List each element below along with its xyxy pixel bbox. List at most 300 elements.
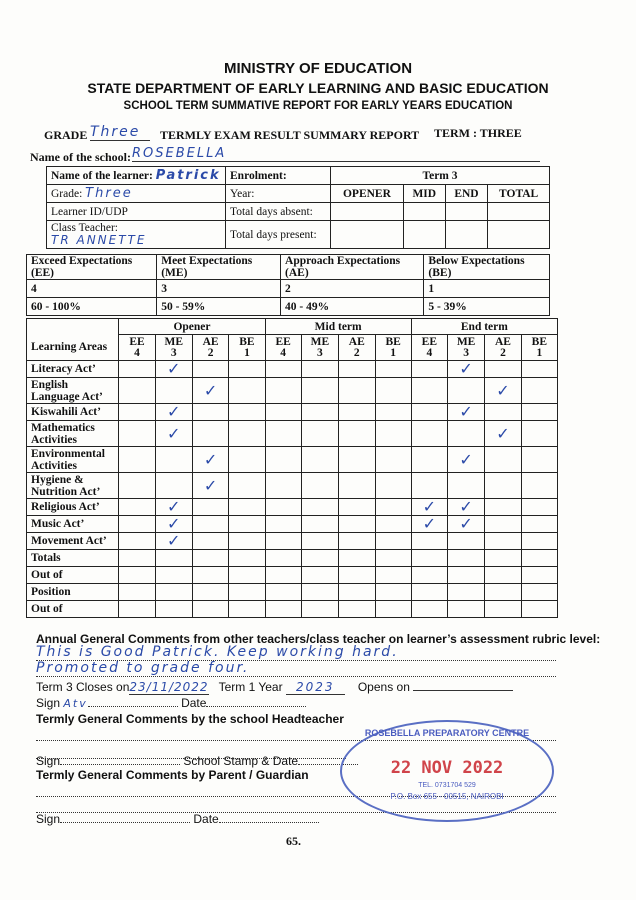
column-number: 3 — [317, 346, 323, 359]
rubric-cell — [411, 550, 447, 567]
rubric-cell — [339, 421, 375, 447]
learning-area-label: Environmental Activities — [27, 447, 119, 473]
rubric-cell — [339, 473, 375, 499]
column-number: 1 — [244, 346, 250, 359]
learner-name-value: Patrick — [155, 168, 221, 183]
rubric-cell — [521, 447, 557, 473]
table-row — [27, 567, 558, 584]
annual-comment-line1: This is Good Patrick. Keep working hard. — [36, 644, 556, 661]
rubric-cell — [301, 447, 338, 473]
mid-header: MID — [403, 185, 445, 203]
learning-area-label: English Language Act’ — [27, 378, 119, 404]
rubric-cell — [411, 516, 447, 533]
me-label: Meet Expectations (ME) — [157, 255, 281, 280]
date-label-3: Date — [193, 812, 219, 826]
enrolment-label: Enrolment: — [226, 167, 331, 185]
rubric-cell — [339, 584, 375, 601]
table-row — [27, 361, 558, 378]
rubric-cell — [192, 499, 228, 516]
total-header: TOTAL — [488, 185, 550, 203]
rubric-cell — [375, 361, 411, 378]
class-teacher-value: TR ANNETTE — [51, 233, 147, 247]
table-row — [27, 421, 558, 447]
rubric-cell — [485, 447, 521, 473]
rubric-cell — [229, 421, 265, 447]
sign-date-line3 — [36, 812, 319, 826]
school-stamp — [340, 720, 554, 822]
stamp-box: P.O. Box 655 - 00515, NAIROBI — [390, 792, 504, 801]
learning-area-label: Mathematics Activities — [27, 421, 119, 447]
rubric-cell — [192, 516, 228, 533]
rubric-cell — [192, 533, 228, 550]
column-header — [339, 335, 375, 361]
tick-mark-icon: ✓ — [459, 359, 473, 378]
tick-mark-icon: ✓ — [459, 497, 473, 516]
learning-area-label: Literacy Act’ — [27, 361, 119, 378]
table-row — [27, 550, 558, 567]
midterm-group-header: Mid term — [265, 319, 411, 335]
column-code: BE — [239, 335, 255, 348]
rubric-cell — [339, 550, 375, 567]
column-number: 3 — [463, 346, 469, 359]
grade-field-label: Grade: — [51, 188, 83, 200]
rubric-cell — [229, 550, 265, 567]
rubric-cell — [155, 516, 192, 533]
table-row — [27, 378, 558, 404]
page-number: 65. — [286, 834, 301, 848]
rubric-cell — [411, 421, 447, 447]
end-header: END — [445, 185, 488, 203]
rubric-cell — [411, 473, 447, 499]
rubric-cell — [119, 378, 155, 404]
grade-value: Three — [90, 124, 150, 141]
rubric-cell — [192, 584, 228, 601]
rubric-cell — [155, 533, 192, 550]
tick-mark-icon: ✓ — [459, 402, 473, 421]
column-header — [411, 335, 447, 361]
rubric-cell — [192, 550, 228, 567]
year-label: Year: — [226, 185, 331, 203]
rubric-cell — [265, 516, 301, 533]
rubric-cell — [155, 499, 192, 516]
column-number: 1 — [536, 346, 543, 359]
column-number: 2 — [353, 346, 360, 359]
rubric-cell — [521, 378, 557, 404]
rubric-cell — [155, 421, 192, 447]
rubric-cell — [521, 361, 557, 378]
rubric-cell — [375, 584, 411, 601]
tick-mark-icon: ✓ — [422, 497, 437, 516]
rubric-cell — [521, 533, 557, 550]
rubric-cell — [229, 601, 265, 618]
tick-mark-icon: ✓ — [167, 531, 181, 550]
rubric-cell — [447, 584, 484, 601]
rubric-cell — [521, 550, 557, 567]
rubric-cell — [119, 533, 155, 550]
rubric-cell — [521, 601, 557, 618]
rubric-cell — [411, 447, 447, 473]
ae-number: 2 — [281, 280, 424, 298]
rubric-cell — [375, 516, 411, 533]
rubric-cell — [229, 499, 265, 516]
learning-area-label: Out of — [27, 601, 119, 618]
rubric-cell — [485, 421, 521, 447]
rubric-cell — [119, 361, 155, 378]
learning-area-label: Religious Act’ — [27, 499, 119, 516]
rubric-cell — [447, 550, 484, 567]
learning-area-label: Music Act’ — [27, 516, 119, 533]
stamp-date-label: School Stamp & Date — [183, 754, 299, 768]
opener-header: OPENER — [331, 185, 404, 203]
rubric-cell — [119, 516, 155, 533]
rubric-cell — [155, 378, 192, 404]
column-header — [375, 335, 411, 361]
rubric-cell — [155, 473, 192, 499]
rubric-cell — [447, 601, 484, 618]
column-number: 2 — [500, 346, 506, 359]
table-row — [27, 447, 558, 473]
date-label-1: Date — [181, 696, 207, 710]
rubric-cell — [155, 550, 192, 567]
table-row — [27, 584, 558, 601]
sign-value-1: Atv — [63, 697, 88, 710]
grade-field-value: Three — [85, 186, 133, 201]
sign-label-1: Sign — [36, 696, 61, 710]
learning-area-label: Totals — [27, 550, 119, 567]
stamp-date: 22 NOV 2022 — [390, 758, 504, 778]
closes-value: 23/11/2022 — [129, 680, 209, 694]
rubric-cell — [192, 447, 228, 473]
rubric-cell — [447, 447, 484, 473]
rubric-cell — [485, 533, 521, 550]
rubric-cell — [339, 499, 375, 516]
days-absent-label: Total days absent: — [226, 203, 331, 221]
rubric-cell — [301, 404, 338, 421]
rubric-cell — [447, 378, 484, 404]
column-header — [521, 335, 557, 361]
annual-comments-label: Annual General Comments from other teachers/class teacher on learner’s assessment rubric level: — [36, 632, 601, 646]
rubric-cell — [375, 499, 411, 516]
term-dates-line — [36, 680, 513, 694]
rubric-cell — [192, 378, 228, 404]
rubric-cell — [375, 378, 411, 404]
closes-label: Term 3 Closes on — [36, 680, 130, 694]
column-header — [119, 335, 155, 361]
learning-area-label: Position — [27, 584, 119, 601]
rubric-cell — [339, 361, 375, 378]
column-header — [229, 335, 265, 361]
rubric-cell — [229, 567, 265, 584]
rubric-cell — [301, 473, 338, 499]
rubric-cell — [411, 533, 447, 550]
rubric-cell — [192, 473, 228, 499]
rubric-cell — [192, 601, 228, 618]
column-code: EE — [275, 335, 291, 348]
rubric-cell — [485, 601, 521, 618]
table-row — [27, 473, 558, 499]
rubric-cell — [265, 499, 301, 516]
rubric-cell — [192, 361, 228, 378]
rubric-cell — [119, 421, 155, 447]
rubric-cell — [265, 378, 301, 404]
rubric-cell — [375, 567, 411, 584]
rubric-cell — [447, 499, 484, 516]
rubric-cell — [192, 404, 228, 421]
ministry-title: MINISTRY OF EDUCATION — [223, 60, 413, 77]
term1-year-label: Term 1 Year — [218, 680, 283, 694]
rubric-cell — [301, 533, 338, 550]
learner-name-label: Name of the learner: — [51, 170, 153, 182]
ee-label: Exceed Expectations (EE) — [27, 255, 157, 280]
rubric-cell — [447, 473, 484, 499]
rubric-cell — [229, 473, 265, 499]
rubric-cell — [411, 378, 447, 404]
rubric-cell — [485, 473, 521, 499]
rubric-cell — [411, 601, 447, 618]
column-code: ME — [456, 335, 476, 348]
tick-mark-icon: ✓ — [496, 380, 510, 400]
school-label: Name of the school: — [30, 150, 131, 164]
rubric-cell — [485, 404, 521, 421]
rubric-cell — [411, 499, 447, 516]
rubric-cell — [119, 601, 155, 618]
table-row — [27, 533, 558, 550]
rubric-cell — [265, 584, 301, 601]
opens-label: Opens on — [357, 680, 410, 694]
rubric-cell — [119, 584, 155, 601]
report-title: SCHOOL TERM SUMMATIVE REPORT FOR EARLY YEARS EDUCATION — [123, 100, 513, 112]
learner-info-table — [46, 166, 550, 249]
learning-areas-label: Learning Areas — [27, 335, 119, 361]
rubric-cell — [119, 550, 155, 567]
rubric-cell — [229, 404, 265, 421]
learning-area-label: Out of — [27, 567, 119, 584]
rubric-cell — [301, 516, 338, 533]
rubric-cell — [155, 404, 192, 421]
column-header — [301, 335, 338, 361]
rubric-cell — [229, 361, 265, 378]
summary-title: TERMLY EXAM RESULT SUMMARY REPORT — [160, 128, 420, 142]
rubric-cell — [229, 447, 265, 473]
column-header — [485, 335, 521, 361]
rubric-cell — [375, 601, 411, 618]
rubric-cell — [339, 404, 375, 421]
ee-number: 4 — [27, 280, 157, 298]
rubric-cell — [301, 421, 338, 447]
rubric-cell — [265, 533, 301, 550]
rubric-cell — [265, 601, 301, 618]
sign-label-2: Sign — [36, 754, 61, 768]
learner-id-label: Learner ID/UDP — [47, 203, 226, 221]
column-code: ME — [310, 335, 330, 348]
rubric-cell — [521, 421, 557, 447]
sign-date-line1 — [36, 696, 306, 710]
column-code: EE — [421, 335, 438, 348]
rubric-cell — [301, 584, 338, 601]
tick-mark-icon: ✓ — [203, 449, 218, 469]
rubric-cell — [155, 447, 192, 473]
column-header — [155, 335, 192, 361]
rubric-cell — [521, 584, 557, 601]
term-label: TERM : THREE — [434, 126, 522, 140]
tick-mark-icon: ✓ — [203, 475, 218, 495]
rubric-cell — [411, 567, 447, 584]
rubric-cell — [229, 584, 265, 601]
column-code: EE — [129, 335, 145, 348]
rubric-cell — [521, 499, 557, 516]
rubric-cell — [375, 473, 411, 499]
me-number: 3 — [157, 280, 281, 298]
rubric-cell — [119, 567, 155, 584]
column-code: AE — [348, 335, 365, 348]
column-code: ME — [164, 335, 184, 348]
rubric-cell — [339, 447, 375, 473]
rubric-cell — [411, 361, 447, 378]
learning-area-label: Hygiene & Nutrition Act’ — [27, 473, 119, 499]
column-number: 1 — [390, 346, 396, 359]
rubric-cell — [447, 361, 484, 378]
rubric-cell — [447, 421, 484, 447]
rubric-cell — [265, 567, 301, 584]
sign-stamp-line — [36, 754, 358, 768]
column-code: AE — [494, 335, 511, 348]
rubric-cell — [339, 601, 375, 618]
tick-mark-icon: ✓ — [167, 359, 181, 378]
rubric-cell — [485, 567, 521, 584]
ee-range: 60 - 100% — [27, 298, 157, 316]
rubric-cell — [301, 499, 338, 516]
rubric-cell — [265, 361, 301, 378]
rubric-cell — [301, 567, 338, 584]
tick-mark-icon: ✓ — [496, 423, 510, 443]
rubric-cell — [301, 378, 338, 404]
rubric-cell — [229, 533, 265, 550]
tick-mark-icon: ✓ — [167, 402, 181, 421]
rubric-cell — [521, 404, 557, 421]
rubric-cell — [119, 473, 155, 499]
rubric-cell — [375, 533, 411, 550]
rubric-cell — [339, 516, 375, 533]
rubric-cell — [301, 601, 338, 618]
ae-range: 40 - 49% — [281, 298, 424, 316]
rubric-cell — [485, 550, 521, 567]
rubric-cell — [119, 499, 155, 516]
column-number: 3 — [170, 346, 177, 359]
rubric-cell — [301, 361, 338, 378]
me-range: 50 - 59% — [157, 298, 281, 316]
rubric-cell — [411, 584, 447, 601]
stamp-tel: TEL. 0731704 529 — [418, 782, 476, 789]
endterm-group-header: End term — [411, 319, 557, 335]
sign-label-3: Sign — [36, 812, 61, 826]
rubric-cell — [339, 533, 375, 550]
rubric-cell — [447, 533, 484, 550]
column-number: 4 — [426, 346, 433, 359]
table-row — [27, 516, 558, 533]
term3-header: Term 3 — [331, 167, 550, 185]
column-number: 4 — [134, 346, 140, 359]
rubric-cell — [521, 567, 557, 584]
rubric-cell — [521, 473, 557, 499]
ae-label: Approach Expectations (AE) — [281, 255, 424, 280]
rubric-cell — [521, 516, 557, 533]
rubric-cell — [155, 361, 192, 378]
rubric-cell — [265, 447, 301, 473]
rubric-cell — [447, 404, 484, 421]
rubric-cell — [411, 404, 447, 421]
tick-mark-icon: ✓ — [167, 423, 181, 443]
learning-area-label: Kiswahili Act’ — [27, 404, 119, 421]
annual-comment-line2: Promoted to grade four. — [36, 660, 556, 677]
rubric-cell — [485, 516, 521, 533]
rubric-cell — [301, 550, 338, 567]
column-code: BE — [385, 335, 401, 348]
rubric-cell — [229, 516, 265, 533]
rubric-cell — [265, 421, 301, 447]
column-header — [192, 335, 228, 361]
column-header — [265, 335, 301, 361]
headteacher-comments-label: Termly General Comments by the school Headteacher — [36, 712, 344, 726]
rubric-cell — [485, 584, 521, 601]
rubric-cell — [447, 567, 484, 584]
department-title: STATE DEPARTMENT OF EARLY LEARNING AND BASIC EDUCATION — [87, 80, 549, 96]
rubric-cell — [265, 550, 301, 567]
rubric-cell — [119, 447, 155, 473]
school-value: ROSEBELLA — [132, 146, 540, 162]
column-code: AE — [202, 335, 219, 348]
be-range: 5 - 39% — [424, 298, 550, 316]
tick-mark-icon: ✓ — [167, 514, 181, 533]
parent-comments-label: Termly General Comments by Parent / Guardian — [36, 768, 309, 782]
rubric-cell — [339, 567, 375, 584]
rubric-cell — [339, 378, 375, 404]
expectations-table — [26, 254, 550, 316]
learning-areas-grid — [26, 318, 558, 618]
table-row — [27, 601, 558, 618]
rubric-cell — [375, 421, 411, 447]
tick-mark-icon: ✓ — [459, 514, 473, 533]
grade-label: GRADE — [44, 128, 88, 142]
opener-group-header: Opener — [119, 319, 265, 335]
days-present-label: Total days present: — [226, 221, 331, 249]
rubric-cell — [119, 404, 155, 421]
tick-mark-icon: ✓ — [167, 497, 181, 516]
rubric-cell — [375, 447, 411, 473]
rubric-cell — [485, 361, 521, 378]
table-row — [27, 404, 558, 421]
rubric-cell — [192, 421, 228, 447]
stamp-school-name: ROSEBELLA PREPARATORY CENTRE — [364, 728, 530, 738]
be-label: Below Expectations (BE) — [424, 255, 550, 280]
year-value: 2023 — [286, 680, 345, 695]
rubric-cell — [485, 378, 521, 404]
column-header — [447, 335, 484, 361]
tick-mark-icon: ✓ — [459, 449, 473, 469]
column-number: 2 — [207, 346, 214, 359]
rubric-cell — [375, 550, 411, 567]
be-number: 1 — [424, 280, 550, 298]
column-code: BE — [531, 335, 547, 348]
rubric-cell — [375, 404, 411, 421]
rubric-cell — [155, 601, 192, 618]
tick-mark-icon: ✓ — [203, 380, 218, 400]
class-teacher-label: Class Teacher: — [51, 222, 119, 234]
table-row — [27, 499, 558, 516]
rubric-cell — [265, 473, 301, 499]
rubric-cell — [229, 378, 265, 404]
rubric-cell — [447, 516, 484, 533]
rubric-cell — [265, 404, 301, 421]
